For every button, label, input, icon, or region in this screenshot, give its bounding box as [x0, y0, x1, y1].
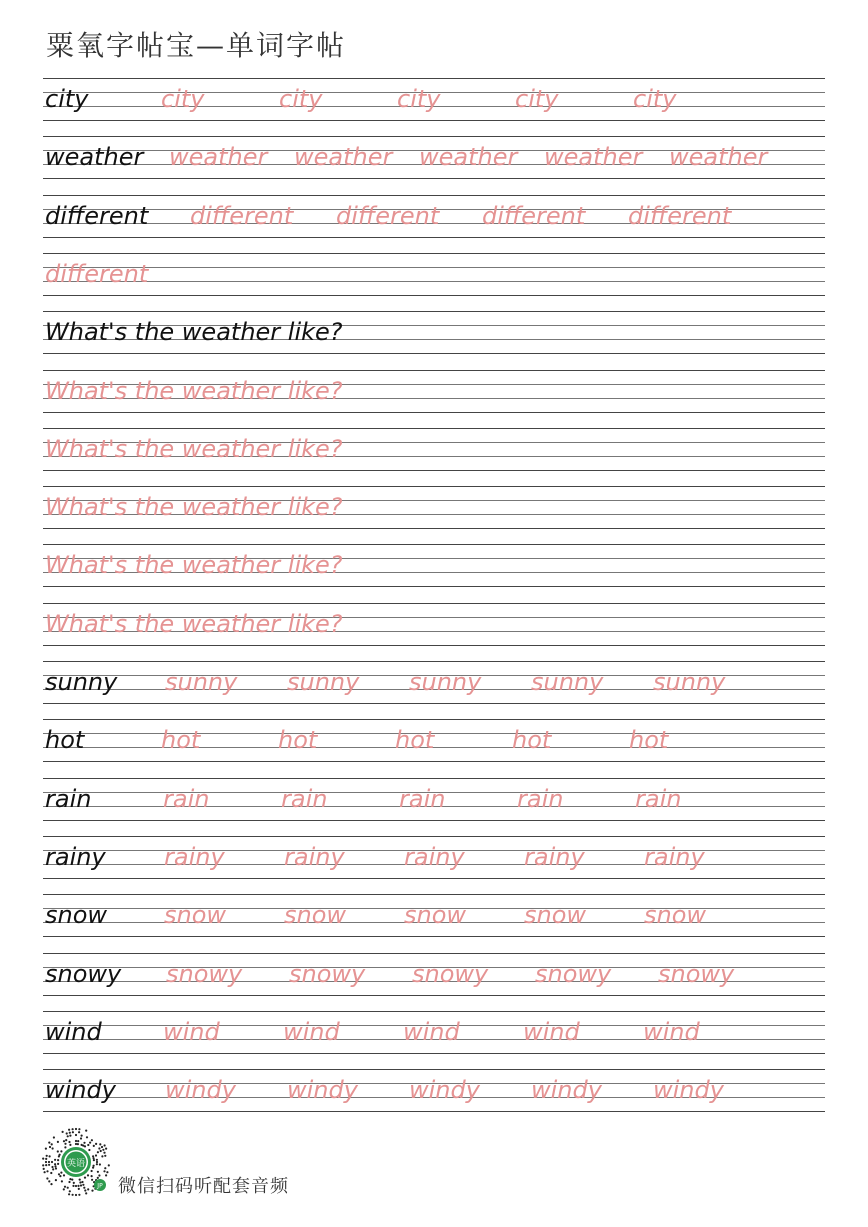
guide-line [43, 1111, 825, 1112]
writing-row [43, 894, 825, 931]
trace-word: hot [395, 726, 435, 755]
guide-line [43, 1069, 825, 1070]
trace-word: snowy [166, 959, 243, 988]
guide-line [43, 936, 825, 937]
trace-word: hot [629, 726, 669, 755]
guide-line [43, 428, 825, 429]
model-word: snow [45, 901, 108, 930]
model-word: windy [45, 1076, 116, 1105]
trace-word: rainy [284, 842, 345, 871]
guide-line [43, 237, 825, 238]
qr-code-icon[interactable] [40, 1126, 112, 1198]
trace-word: windy [409, 1076, 480, 1105]
trace-word: city [515, 85, 559, 113]
trace-word: different [336, 201, 440, 230]
page-title: 粟氧字帖宝—单词字帖 [46, 29, 347, 62]
guide-line [43, 486, 825, 487]
trace-word: hot [161, 726, 201, 755]
trace-word: What's the weather like? [45, 493, 343, 522]
guide-line [43, 281, 825, 282]
trace-word: rainy [524, 842, 585, 871]
guide-line [43, 820, 825, 821]
writing-row [43, 136, 825, 173]
writing-row [43, 428, 825, 465]
writing-row [43, 311, 825, 348]
trace-word: city [633, 85, 677, 113]
model-word: rain [45, 784, 92, 813]
model-word: hot [45, 726, 85, 755]
writing-row [43, 195, 825, 232]
trace-word: rainy [404, 842, 465, 871]
model-word: different [45, 201, 149, 230]
trace-word: sunny [409, 668, 482, 696]
trace-word: sunny [287, 668, 360, 696]
writing-row [43, 1011, 825, 1048]
trace-word: What's the weather like? [45, 609, 343, 638]
guide-line [43, 1011, 825, 1012]
trace-word: weather [294, 143, 393, 172]
trace-word: windy [165, 1076, 236, 1105]
trace-word: sunny [165, 668, 238, 696]
trace-word: rain [281, 784, 328, 813]
trace-word: snow [164, 901, 227, 930]
model-word: What's the weather like? [45, 318, 343, 347]
trace-word: rain [163, 784, 210, 813]
guide-line [43, 586, 825, 587]
guide-line [43, 136, 825, 137]
trace-word: rain [635, 784, 682, 813]
guide-line [43, 528, 825, 529]
writing-row [43, 370, 825, 407]
trace-word: different [628, 201, 732, 230]
writing-row [43, 719, 825, 756]
guide-line [43, 995, 825, 996]
guide-line [43, 370, 825, 371]
guide-line [43, 267, 825, 268]
trace-word: windy [653, 1076, 724, 1105]
writing-row [43, 253, 825, 290]
trace-word: sunny [653, 668, 726, 696]
trace-word: hot [512, 726, 552, 755]
writing-row [43, 1069, 825, 1106]
writing-row [43, 953, 825, 990]
trace-word: snowy [289, 959, 366, 988]
trace-word: city [161, 85, 205, 113]
model-word: weather [45, 143, 144, 172]
qr-corner-label: JP [97, 1182, 103, 1190]
model-word: snowy [45, 959, 122, 988]
writing-row [43, 544, 825, 581]
trace-word: different [482, 201, 586, 230]
trace-word: city [279, 85, 323, 113]
writing-row [43, 836, 825, 873]
guide-line [43, 953, 825, 954]
trace-word: wind [403, 1017, 460, 1046]
trace-word: wind [643, 1017, 700, 1046]
writing-row [43, 486, 825, 523]
trace-word: city [397, 85, 441, 113]
trace-word: windy [531, 1076, 602, 1105]
model-word: sunny [45, 668, 118, 696]
guide-line [43, 1053, 825, 1054]
guide-line [43, 645, 825, 646]
trace-word: weather [544, 143, 643, 172]
guide-line [43, 661, 825, 662]
trace-word: rain [399, 784, 446, 813]
guide-line [43, 311, 825, 312]
trace-word: weather [169, 143, 268, 172]
trace-word: snow [404, 901, 467, 930]
model-word: rainy [45, 842, 106, 871]
guide-line [43, 836, 825, 837]
trace-word: weather [669, 143, 768, 172]
guide-line [43, 894, 825, 895]
guide-line [43, 120, 825, 121]
guide-line [43, 470, 825, 471]
model-word: wind [45, 1017, 102, 1046]
trace-word: hot [278, 726, 318, 755]
trace-word: wind [523, 1017, 580, 1046]
guide-line [43, 178, 825, 179]
trace-word: windy [287, 1076, 358, 1105]
trace-word: snow [524, 901, 587, 930]
trace-word: weather [419, 143, 518, 172]
qr-badge-label: 英语 [66, 1159, 86, 1169]
guide-line [43, 295, 825, 296]
guide-line [43, 878, 825, 879]
trace-word: sunny [531, 668, 604, 696]
trace-word: rainy [164, 842, 225, 871]
guide-line [43, 603, 825, 604]
guide-line [43, 195, 825, 196]
trace-word: snowy [412, 959, 489, 988]
trace-word: What's the weather like? [45, 434, 343, 463]
guide-line [43, 78, 825, 79]
model-word: city [45, 85, 89, 113]
writing-row [43, 778, 825, 815]
trace-word: What's the weather like? [45, 376, 343, 405]
guide-line [43, 544, 825, 545]
guide-line [43, 353, 825, 354]
trace-word: rain [517, 784, 564, 813]
guide-line [43, 703, 825, 704]
trace-word: snow [284, 901, 347, 930]
writing-row [43, 661, 825, 698]
footer [40, 1126, 340, 1206]
trace-word: different [45, 259, 149, 288]
trace-word: snowy [658, 959, 735, 988]
guide-line [43, 778, 825, 779]
trace-word: different [190, 201, 294, 230]
guide-line [43, 253, 825, 254]
trace-word: snow [644, 901, 707, 930]
trace-word: wind [163, 1017, 220, 1046]
trace-word: rainy [644, 842, 705, 871]
writing-row [43, 78, 825, 115]
guide-line [43, 719, 825, 720]
trace-word: snowy [535, 959, 612, 988]
writing-row [43, 603, 825, 640]
trace-word: What's the weather like? [45, 551, 343, 580]
trace-word: wind [283, 1017, 340, 1046]
guide-line [43, 761, 825, 762]
guide-line [43, 412, 825, 413]
footer-caption: 微信扫码听配套音频 [118, 1176, 289, 1197]
